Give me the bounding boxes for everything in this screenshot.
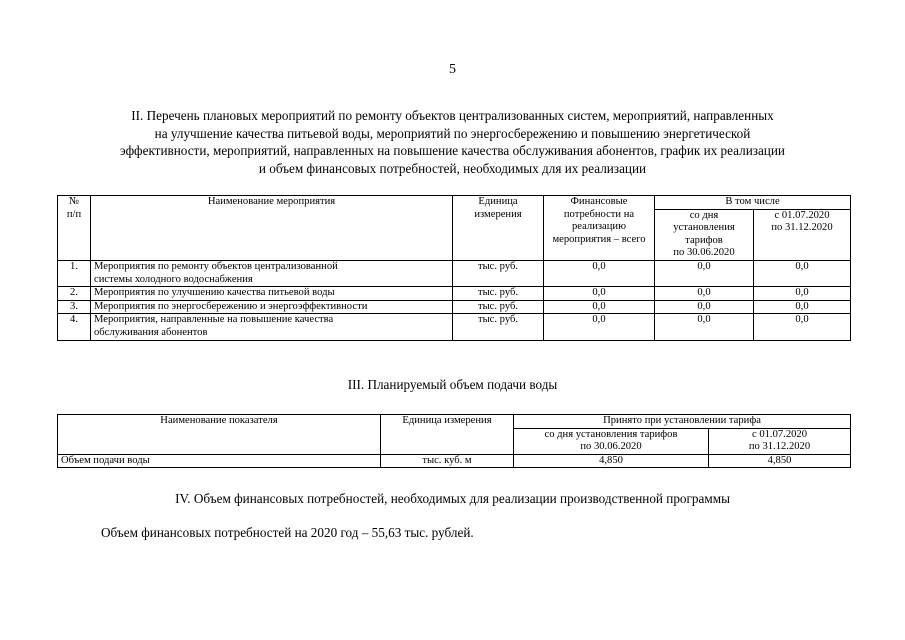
header-text: Финансовые — [570, 196, 628, 207]
row-period-1: 4,850 — [514, 454, 709, 468]
row-unit: тыс. руб. — [453, 300, 544, 314]
table-header-row — [58, 415, 851, 429]
header-text: со дня установления тарифов — [544, 428, 678, 440]
section-4-title: IV. Объем финансовых потребностей, необходимых для реализации производственной программы — [175, 491, 730, 506]
row-text: Мероприятия по энергосбережению и энергоэффективности — [94, 300, 368, 312]
header-unit: Единица измерения — [381, 415, 514, 455]
row-text: системы холодного водоснабжения — [94, 273, 253, 285]
section-2-title-line: эффективности, мероприятий, направленных на повышение качества обслуживания абонентов, график их реализации — [120, 143, 785, 158]
header-finance-total — [544, 196, 655, 261]
table-header-row — [58, 196, 851, 210]
row-total: 0,0 — [544, 260, 655, 286]
section-2-title-line: на улучшение качества питьевой воды, мероприятий по энергосбережению и повышению энергетической — [154, 125, 751, 141]
header-period-2 — [754, 209, 851, 260]
row-total: 0,0 — [544, 314, 655, 340]
row-text: Мероприятия по улучшению качества питьевой воды — [94, 287, 335, 299]
row-period-2: 0,0 — [754, 300, 851, 314]
header-text: с 01.07.2020 — [774, 209, 830, 221]
header-period-2 — [709, 428, 851, 454]
table-row — [58, 300, 851, 314]
section-2-title-line: и объем финансовых потребностей, необходимых для их реализации — [258, 160, 647, 176]
header-including: В том числе — [655, 196, 851, 210]
header-period-1 — [514, 428, 709, 454]
row-period-1: 0,0 — [655, 260, 754, 286]
row-unit: тыс. руб. — [453, 260, 544, 286]
header-unit — [453, 196, 544, 261]
row-period-2: 0,0 — [754, 287, 851, 301]
header-text: п/п — [66, 208, 82, 220]
row-period-1: 0,0 — [655, 300, 754, 314]
header-activity-name: Наименование мероприятия — [91, 196, 453, 261]
header-accepted: Принято при установлении тарифа — [514, 415, 851, 429]
section-2-title-line: II. Перечень плановых мероприятий по ремонту объектов централизованных систем, мероприятий, направленных — [131, 108, 774, 123]
table-row — [58, 314, 851, 340]
header-num — [58, 196, 91, 261]
row-num: 2. — [58, 287, 91, 301]
activities-table — [57, 195, 851, 341]
row-text: Мероприятия, направленные на повышение качества — [94, 314, 334, 326]
header-text: с 01.07.2020 — [751, 428, 808, 440]
row-activity-name — [91, 300, 453, 314]
header-text: измерения — [474, 208, 522, 220]
header-indicator: Наименование показателя — [58, 415, 381, 455]
section-2-title — [40, 107, 865, 177]
row-period-1: 0,0 — [655, 287, 754, 301]
header-text: по 31.12.2020 — [748, 441, 811, 453]
row-period-2: 0,0 — [754, 260, 851, 286]
header-text: по 30.06.2020 — [580, 441, 642, 453]
row-activity-name — [91, 287, 453, 301]
header-text: по 31.12.2020 — [771, 222, 833, 234]
table-row — [58, 454, 851, 468]
header-text: со дня — [689, 209, 719, 221]
row-num: 3. — [58, 300, 91, 314]
finance-summary: Объем финансовых потребностей на 2020 год – 55,63 тыс. рублей. — [101, 525, 474, 540]
row-total: 0,0 — [544, 300, 655, 314]
row-num: 1. — [58, 260, 91, 286]
header-text: № — [68, 196, 80, 207]
header-text: потребности на — [563, 208, 635, 220]
water-supply-table — [57, 414, 851, 468]
header-text: реализацию — [571, 221, 627, 233]
row-activity-name — [91, 314, 453, 340]
row-activity-name — [91, 260, 453, 286]
row-num: 4. — [58, 314, 91, 340]
row-unit: тыс. руб. — [453, 287, 544, 301]
page-number: 5 — [449, 62, 456, 77]
row-indicator: Объем подачи воды — [58, 454, 381, 468]
row-period-2: 4,850 — [709, 454, 851, 468]
row-unit: тыс. куб. м — [381, 454, 514, 468]
header-text: по 30.06.2020 — [673, 247, 735, 259]
header-text: Единица — [478, 196, 518, 207]
header-text: тарифов — [685, 234, 723, 246]
row-unit: тыс. руб. — [453, 314, 544, 340]
section-3-title: III. Планируемый объем подачи воды — [347, 377, 558, 392]
row-text: Мероприятия по ремонту объектов централизованной — [94, 260, 338, 272]
header-text: мероприятия – всего — [552, 233, 646, 245]
row-total: 0,0 — [544, 287, 655, 301]
header-period-1 — [655, 209, 754, 260]
row-text: обслуживания абонентов — [94, 326, 208, 338]
row-period-2: 0,0 — [754, 314, 851, 340]
header-text: установления — [673, 222, 735, 234]
table-row — [58, 287, 851, 301]
row-period-1: 0,0 — [655, 314, 754, 340]
table-row — [58, 260, 851, 286]
